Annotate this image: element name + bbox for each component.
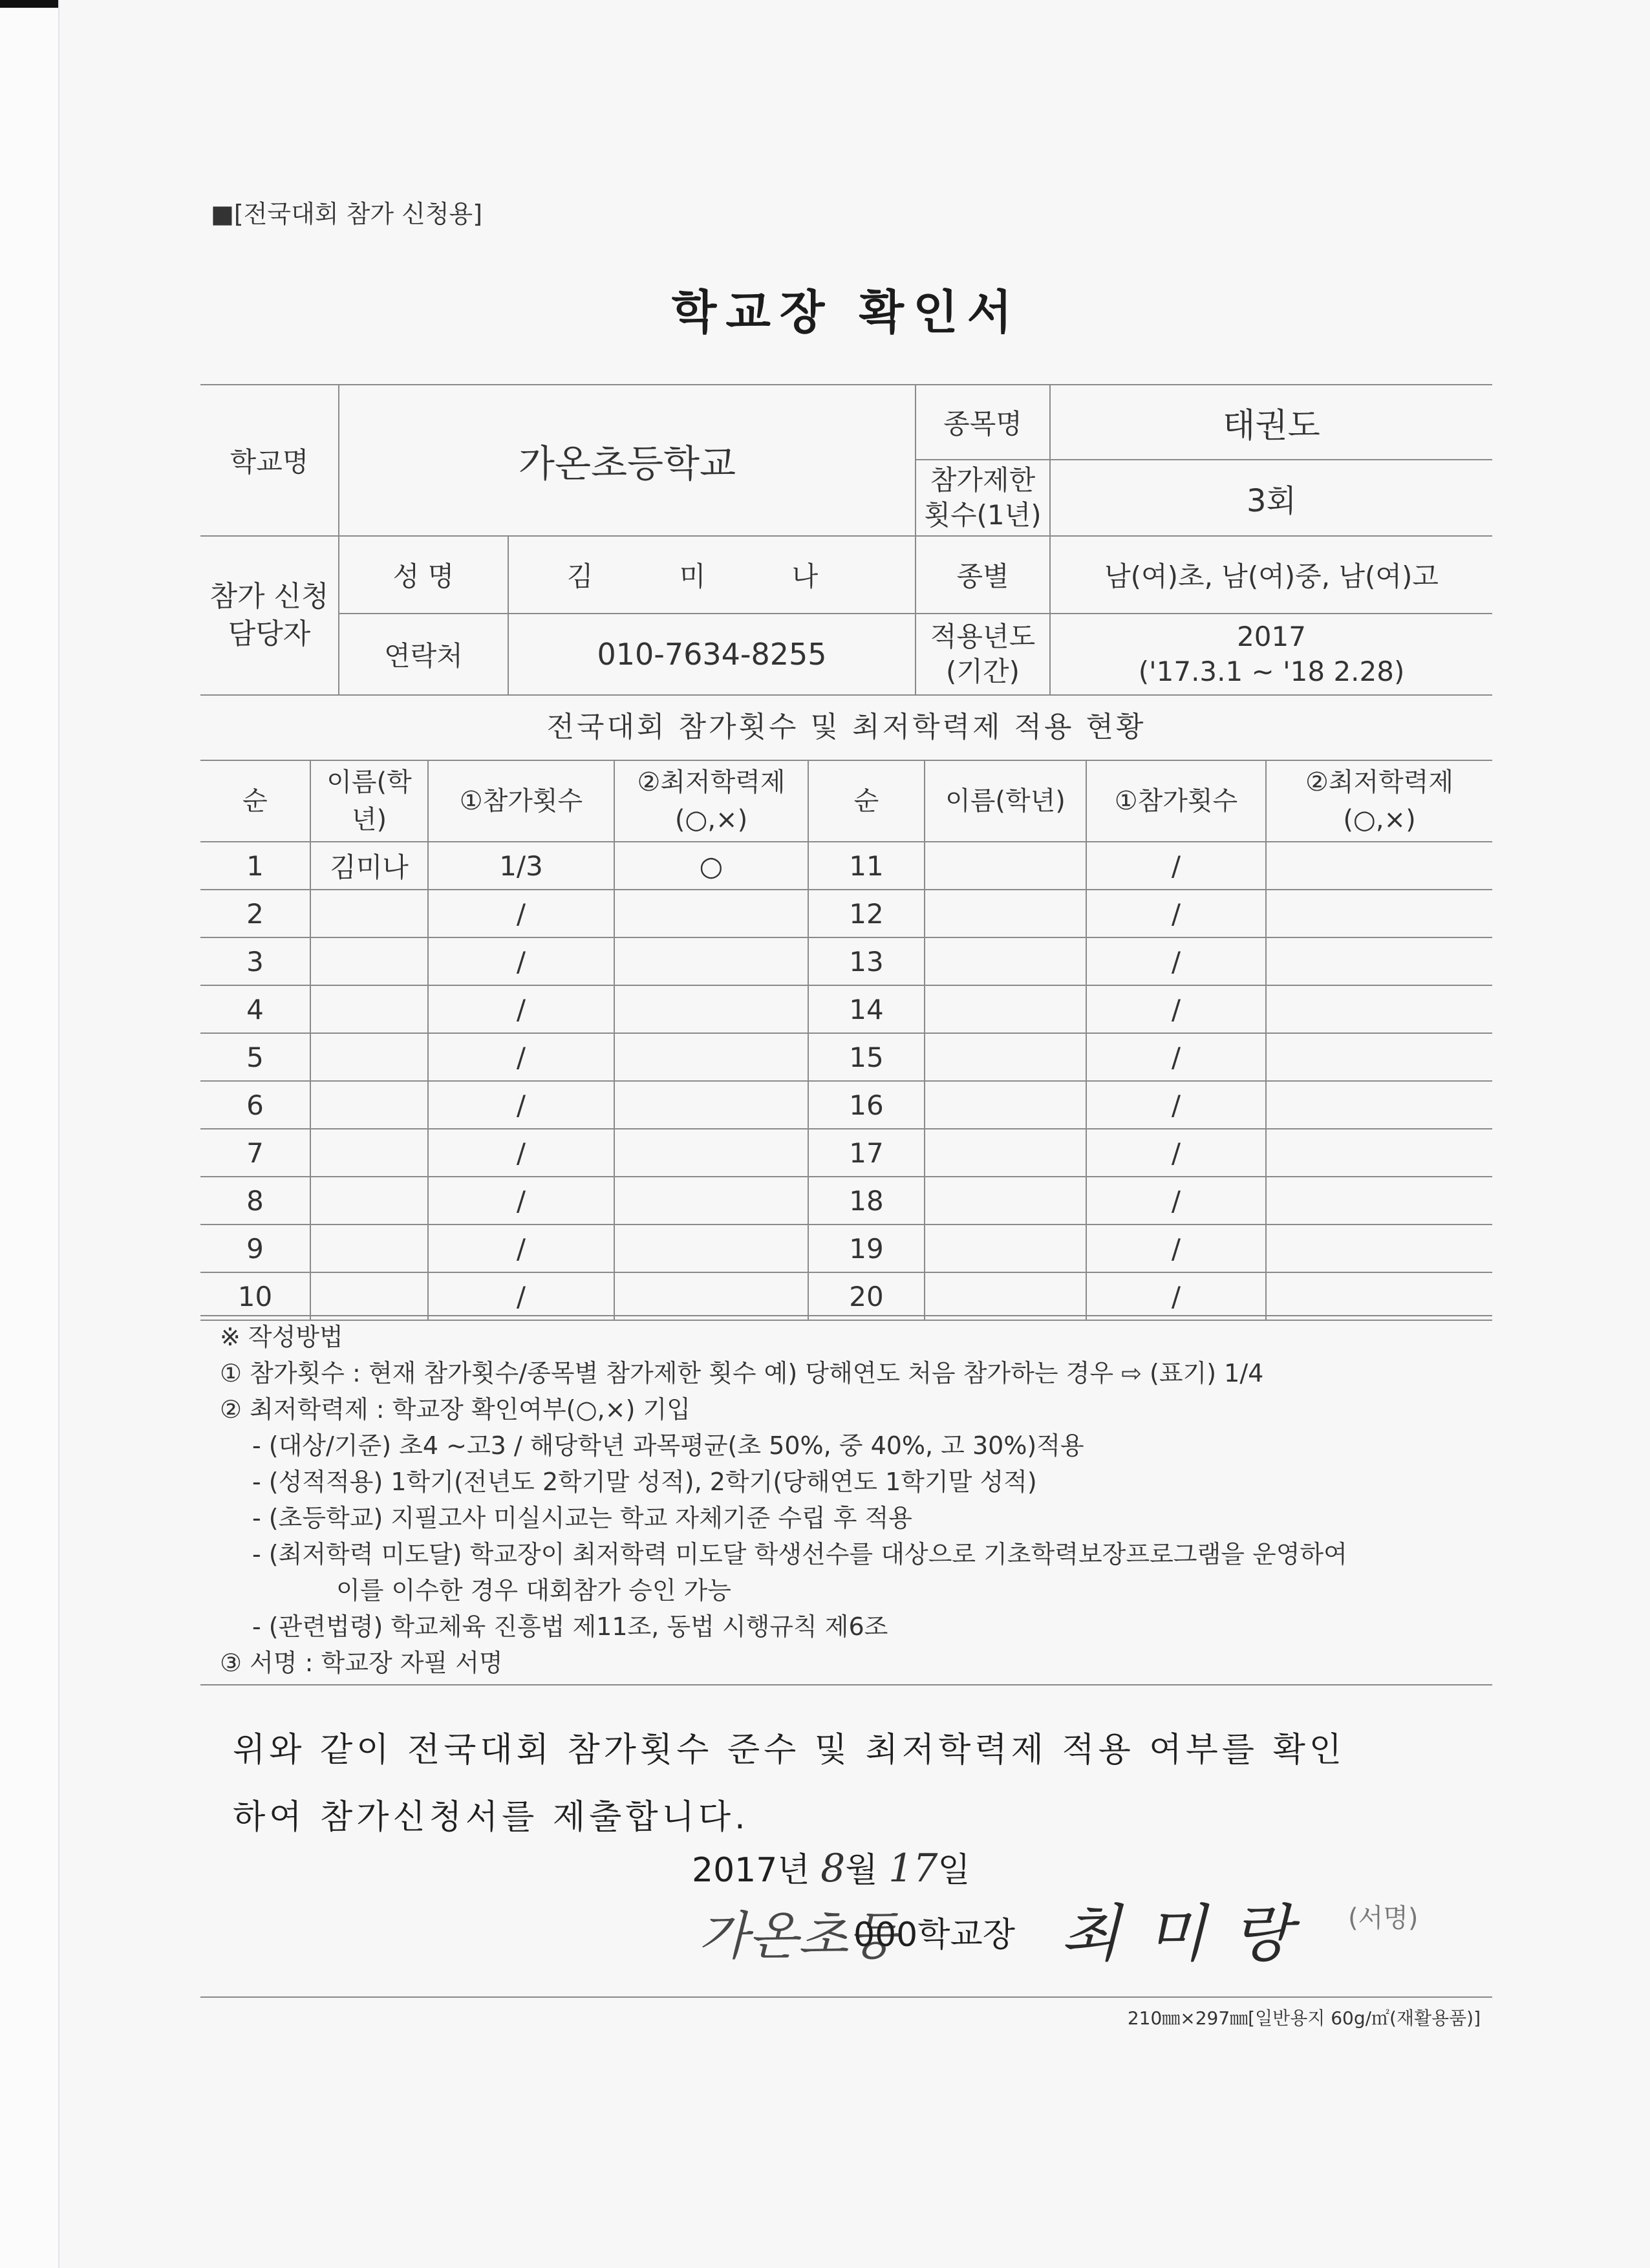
table-row bbox=[200, 1033, 1492, 1081]
cell-no: 20 bbox=[808, 1272, 925, 1320]
cell-no: 2 bbox=[200, 890, 310, 937]
form-tag: ■[전국대회 참가 신청용] bbox=[211, 200, 483, 228]
cell-count: / bbox=[1086, 1081, 1266, 1129]
statement-line-1: 위와 같이 전국대회 참가횟수 준수 및 최저학력제 적용 여부를 확인 bbox=[233, 1731, 1346, 1770]
cell-count: / bbox=[1086, 842, 1266, 890]
table-row bbox=[200, 937, 1492, 985]
table-row bbox=[200, 1272, 1492, 1320]
cell-academic bbox=[614, 1177, 808, 1225]
instruction-3: ③ 서명 : 학교장 자필 서명 bbox=[220, 1649, 503, 1677]
table-row bbox=[200, 1225, 1492, 1272]
col-header-academic: ②최저학력제 (○,×) bbox=[1266, 760, 1492, 842]
table-header-row bbox=[200, 760, 1492, 842]
instruction-1: ① 참가횟수 : 현재 참가횟수/종목별 참가제한 횟수 예) 당해연도 처음 참가하는 경우 ⇨ (표기) 1/4 bbox=[220, 1359, 1264, 1387]
cell-count: / bbox=[428, 890, 614, 937]
paper-spec: 210㎜×297㎜[일반용지 60g/㎡(재활용품)] bbox=[1127, 2007, 1481, 2029]
col-header-no: 순 bbox=[808, 760, 925, 842]
instructions-heading: ※ 작성방법 bbox=[220, 1323, 343, 1351]
instruction-2c: - (초등학교) 지필고사 미실시교는 학교 자체기준 수립 후 적용 bbox=[252, 1504, 912, 1532]
col-header-name: 이름(학년) bbox=[925, 760, 1086, 842]
table-row bbox=[200, 1081, 1492, 1129]
cell-count: / bbox=[428, 1272, 614, 1320]
name-label: 성 명 bbox=[339, 536, 508, 614]
cell-name: 김미나 bbox=[310, 842, 428, 890]
cell-name bbox=[310, 1272, 428, 1320]
cell-count: / bbox=[1086, 1177, 1266, 1225]
cell-no: 4 bbox=[200, 985, 310, 1033]
school-label: 학교명 bbox=[200, 385, 339, 536]
cell-name bbox=[310, 1033, 428, 1081]
limit-label: 참가제한 횟수(1년) bbox=[916, 460, 1050, 536]
cell-name bbox=[310, 937, 428, 985]
statement-line-2: 하여 참가신청서를 제출합니다. bbox=[233, 1798, 749, 1837]
date-day: 17 bbox=[888, 1846, 938, 1891]
cell-name bbox=[925, 1272, 1086, 1320]
cell-count: / bbox=[428, 985, 614, 1033]
cell-count: / bbox=[1086, 1129, 1266, 1177]
contact-group-label: 참가 신청 담당자 bbox=[200, 536, 339, 695]
cell-no: 7 bbox=[200, 1129, 310, 1177]
cell-count: / bbox=[428, 1129, 614, 1177]
cell-name bbox=[925, 1225, 1086, 1272]
date-year: 2017년 bbox=[692, 1851, 810, 1890]
cell-academic bbox=[614, 1272, 808, 1320]
signature-seal-mark: (서명) bbox=[1348, 1903, 1419, 1933]
cell-no: 18 bbox=[808, 1177, 925, 1225]
cell-academic bbox=[1266, 890, 1492, 937]
cell-count: / bbox=[1086, 890, 1266, 937]
handwritten-school-name: 가온초등 bbox=[698, 1906, 899, 1966]
col-header-count: ①참가횟수 bbox=[428, 760, 614, 842]
cell-name bbox=[925, 842, 1086, 890]
signing-date bbox=[692, 1843, 970, 1891]
cell-name bbox=[925, 1081, 1086, 1129]
col-header-count: ①참가횟수 bbox=[1086, 760, 1266, 842]
limit-value: 3회 bbox=[1050, 460, 1492, 536]
col-header-name: 이름(학년) bbox=[310, 760, 428, 842]
category-value: 남(여)초, 남(여)중, 남(여)고 bbox=[1050, 536, 1492, 614]
col-header-no: 순 bbox=[200, 760, 310, 842]
date-month: 8 bbox=[820, 1846, 846, 1891]
instruction-2d-continued: 이를 이수한 경우 대회참가 승인 가능 bbox=[336, 1576, 732, 1605]
cell-count: / bbox=[1086, 1225, 1266, 1272]
year-period: ('17.3.1 ~ '18 2.28) bbox=[1138, 656, 1405, 687]
cell-academic bbox=[1266, 842, 1492, 890]
instruction-2b: - (성적적용) 1학기(전년도 2학기말 성적), 2학기(당해연도 1학기말 성적) bbox=[252, 1468, 1037, 1496]
cell-no: 6 bbox=[200, 1081, 310, 1129]
cell-no: 13 bbox=[808, 937, 925, 985]
cell-academic bbox=[1266, 937, 1492, 985]
cell-no: 10 bbox=[200, 1272, 310, 1320]
instruction-2d: - (최저학력 미도달) 학교장이 최저학력 미도달 학생선수를 대상으로 기초학력보장프로그램을 운영하여 bbox=[252, 1540, 1347, 1568]
cell-count: / bbox=[1086, 985, 1266, 1033]
scan-edge bbox=[0, 0, 59, 2268]
event-value: 태권도 bbox=[1050, 385, 1492, 460]
year-label: 적용년도 (기간) bbox=[916, 614, 1050, 695]
page-title: 학교장 확인서 bbox=[671, 285, 1022, 339]
cell-no: 5 bbox=[200, 1033, 310, 1081]
cell-name bbox=[310, 890, 428, 937]
principal-title: 000학교장 bbox=[853, 1916, 1015, 1954]
instructions bbox=[220, 1319, 1481, 1681]
cell-name bbox=[925, 937, 1086, 985]
divider bbox=[200, 1996, 1492, 1998]
instruction-2: ② 최저학력제 : 학교장 확인여부(○,×) 기입 bbox=[220, 1395, 691, 1424]
cell-no: 12 bbox=[808, 890, 925, 937]
cell-name bbox=[925, 985, 1086, 1033]
cell-academic bbox=[614, 1033, 808, 1081]
cell-count: / bbox=[428, 1081, 614, 1129]
date-month-unit: 월 bbox=[845, 1851, 878, 1890]
cell-name bbox=[310, 1081, 428, 1129]
event-label: 종목명 bbox=[916, 385, 1050, 460]
cell-name bbox=[925, 1129, 1086, 1177]
table-body bbox=[200, 842, 1492, 1320]
cell-academic bbox=[1266, 1081, 1492, 1129]
phone-value: 010-7634-8255 bbox=[508, 614, 916, 695]
cell-name bbox=[925, 890, 1086, 937]
cell-academic bbox=[614, 937, 808, 985]
confirmation-statement bbox=[233, 1717, 1481, 1851]
cell-name bbox=[310, 1129, 428, 1177]
scan-edge-mark bbox=[0, 0, 58, 8]
cell-academic bbox=[1266, 1129, 1492, 1177]
cell-no: 17 bbox=[808, 1129, 925, 1177]
cell-count: / bbox=[1086, 937, 1266, 985]
cell-no: 8 bbox=[200, 1177, 310, 1225]
cell-no: 14 bbox=[808, 985, 925, 1033]
cell-academic bbox=[1266, 1225, 1492, 1272]
cell-name bbox=[925, 1033, 1086, 1081]
cell-academic bbox=[614, 1081, 808, 1129]
cell-academic bbox=[614, 1225, 808, 1272]
table-row bbox=[200, 842, 1492, 890]
table-row bbox=[200, 1129, 1492, 1177]
cell-academic bbox=[1266, 1033, 1492, 1081]
cell-academic: ○ bbox=[614, 842, 808, 890]
cell-academic bbox=[614, 890, 808, 937]
participation-table bbox=[200, 760, 1492, 1321]
cell-name bbox=[310, 985, 428, 1033]
col-header-academic: ②최저학력제 (○,×) bbox=[614, 760, 808, 842]
cell-count: / bbox=[428, 937, 614, 985]
status-section-title: 전국대회 참가횟수 및 최저학력제 적용 현황 bbox=[200, 695, 1492, 761]
cell-academic bbox=[1266, 985, 1492, 1033]
category-label: 종별 bbox=[916, 536, 1050, 614]
cell-no: 1 bbox=[200, 842, 310, 890]
year-cell bbox=[1050, 614, 1492, 695]
cell-count: / bbox=[428, 1177, 614, 1225]
cell-no: 9 bbox=[200, 1225, 310, 1272]
cell-name bbox=[925, 1177, 1086, 1225]
cell-no: 11 bbox=[808, 842, 925, 890]
instruction-2e: - (관련법령) 학교체육 진흥법 제11조, 동법 시행규칙 제6조 bbox=[252, 1612, 888, 1641]
cell-no: 19 bbox=[808, 1225, 925, 1272]
cell-academic bbox=[614, 1129, 808, 1177]
cell-count: / bbox=[428, 1033, 614, 1081]
cell-name bbox=[310, 1225, 428, 1272]
name-value: 김 미 나 bbox=[508, 536, 916, 614]
cell-count: 1/3 bbox=[428, 842, 614, 890]
cell-academic bbox=[1266, 1177, 1492, 1225]
table-row bbox=[200, 890, 1492, 937]
cell-count: / bbox=[1086, 1033, 1266, 1081]
cell-name bbox=[310, 1177, 428, 1225]
instruction-2a: - (대상/기준) 초4 ~고3 / 해당학년 과목평균(초 50%, 중 40%, 고 30%)적용 bbox=[252, 1431, 1084, 1460]
table-row bbox=[200, 985, 1492, 1033]
table-row bbox=[200, 1177, 1492, 1225]
document-page bbox=[200, 0, 1492, 2268]
date-day-unit: 일 bbox=[938, 1851, 970, 1890]
year-value: 2017 bbox=[1237, 621, 1306, 652]
cell-academic bbox=[614, 985, 808, 1033]
school-value: 가온초등학교 bbox=[339, 385, 916, 536]
info-table bbox=[200, 384, 1492, 696]
cell-no: 16 bbox=[808, 1081, 925, 1129]
principal-signature: 최미랑 bbox=[1060, 1898, 1318, 1970]
phone-label: 연락처 bbox=[339, 614, 508, 695]
cell-no: 15 bbox=[808, 1033, 925, 1081]
cell-no: 3 bbox=[200, 937, 310, 985]
divider bbox=[200, 1315, 1492, 1316]
cell-count: / bbox=[1086, 1272, 1266, 1320]
divider bbox=[200, 1684, 1492, 1685]
cell-count: / bbox=[428, 1225, 614, 1272]
cell-academic bbox=[1266, 1272, 1492, 1320]
